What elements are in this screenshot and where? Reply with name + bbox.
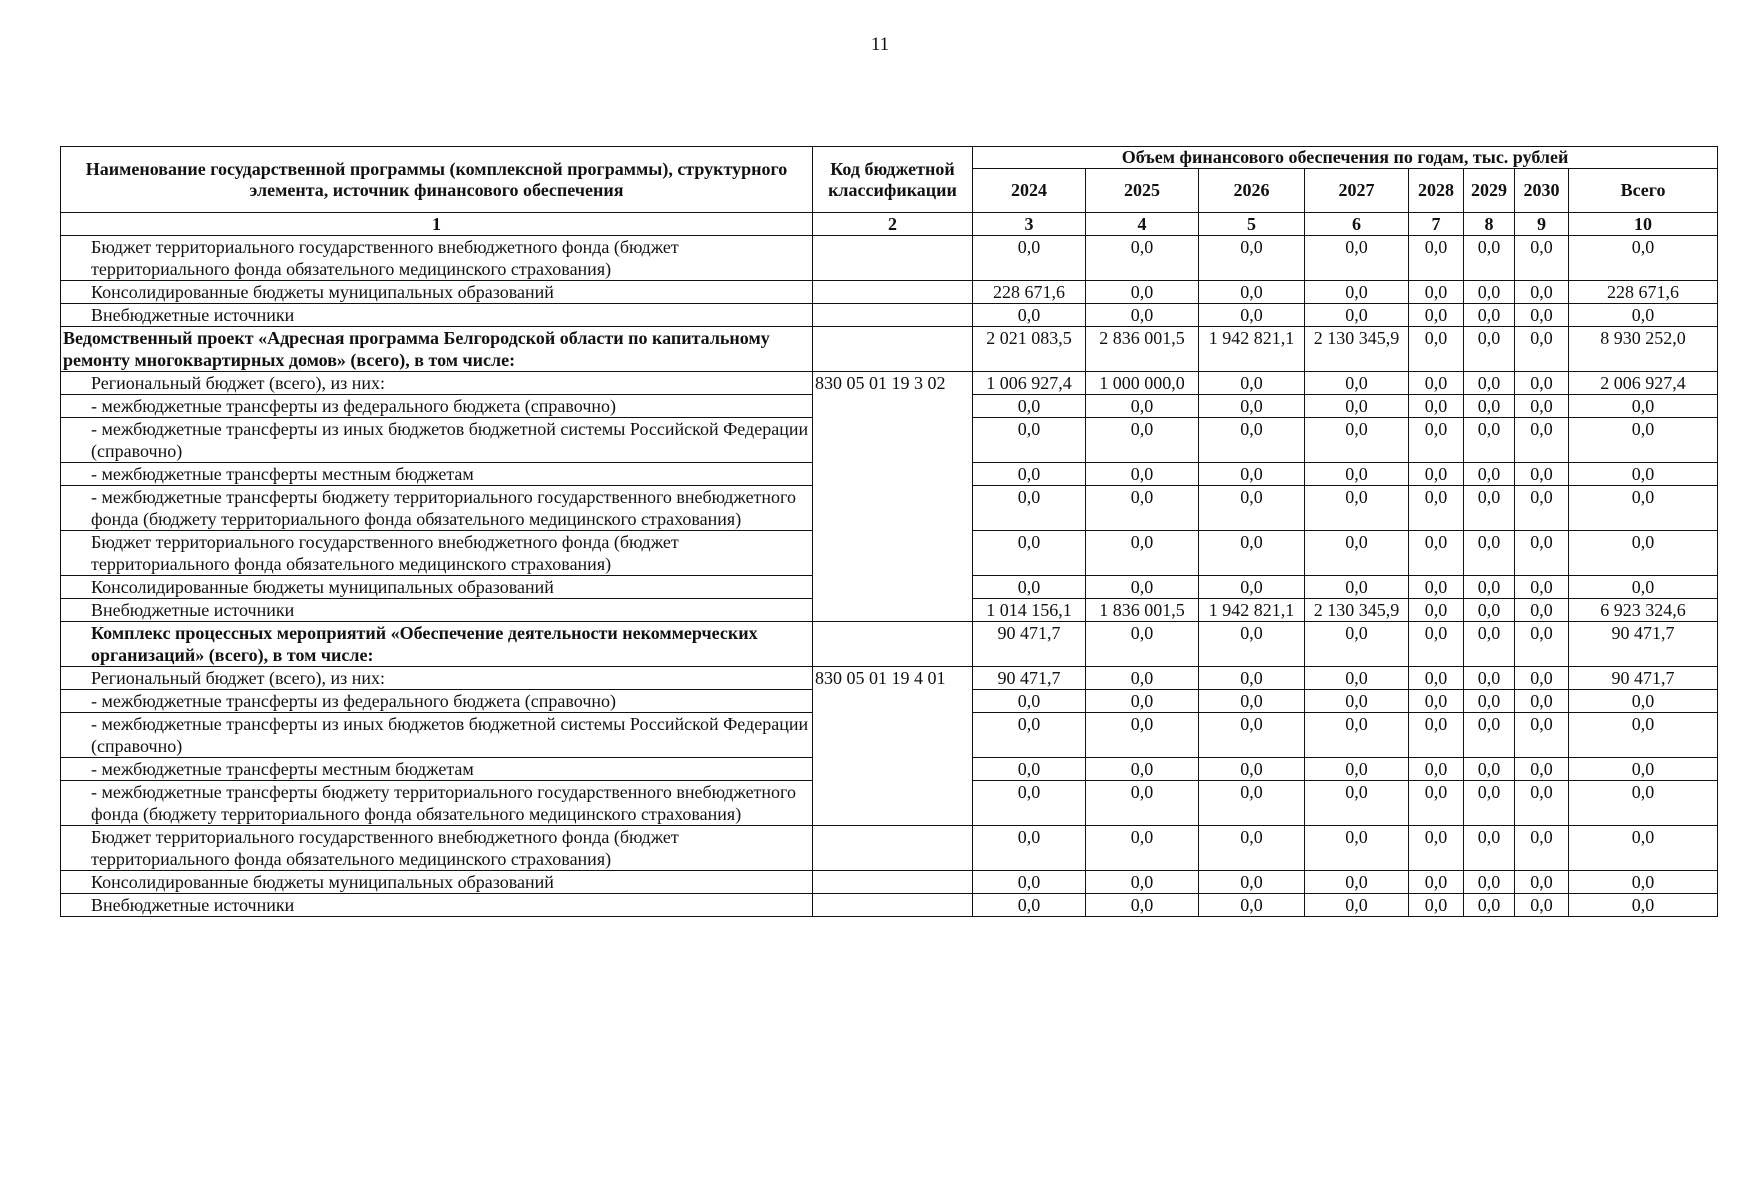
row-year-value: 0,0 xyxy=(1199,758,1305,781)
header-year: 2029 xyxy=(1464,169,1515,213)
row-year-value: 0,0 xyxy=(1515,690,1569,713)
row-year-value: 0,0 xyxy=(1086,395,1199,418)
row-year-value: 0,0 xyxy=(1305,690,1409,713)
header-year: 2024 xyxy=(973,169,1086,213)
row-year-value: 0,0 xyxy=(1409,372,1464,395)
row-year-value: 0,0 xyxy=(1409,281,1464,304)
row-year-value: 0,0 xyxy=(1515,372,1569,395)
row-year-value: 0,0 xyxy=(1199,871,1305,894)
row-year-value: 0,0 xyxy=(1086,304,1199,327)
row-name: Консолидированные бюджеты муниципальных образований xyxy=(61,281,813,304)
row-year-value: 0,0 xyxy=(1086,531,1199,576)
row-year-value: 0,0 xyxy=(1515,599,1569,622)
row-year-value: 0,0 xyxy=(1409,531,1464,576)
row-year-value: 0,0 xyxy=(1086,826,1199,871)
row-year-value: 0,0 xyxy=(1409,690,1464,713)
row-year-value: 0,0 xyxy=(973,576,1086,599)
row-year-value: 0,0 xyxy=(973,690,1086,713)
row-name: Бюджет территориального государственного внебюджетного фонда (бюджет территориального фонда обязательного медицинского страхования) xyxy=(61,236,813,281)
row-code xyxy=(813,871,973,894)
row-year-value: 0,0 xyxy=(1515,758,1569,781)
row-name: - межбюджетные трансферты из федерального бюджета (справочно) xyxy=(61,395,813,418)
row-year-value: 0,0 xyxy=(973,781,1086,826)
row-year-value: 0,0 xyxy=(1086,486,1199,531)
row-total-value: 0,0 xyxy=(1569,781,1718,826)
row-year-value: 0,0 xyxy=(1409,395,1464,418)
column-number: 3 xyxy=(973,213,1086,236)
row-year-value: 0,0 xyxy=(1199,372,1305,395)
row-year-value: 1 942 821,1 xyxy=(1199,327,1305,372)
row-year-value: 2 836 001,5 xyxy=(1086,327,1199,372)
column-number: 1 xyxy=(61,213,813,236)
row-year-value: 0,0 xyxy=(1409,463,1464,486)
row-name: Консолидированные бюджеты муниципальных образований xyxy=(61,871,813,894)
row-total-value: 2 006 927,4 xyxy=(1569,372,1718,395)
row-year-value: 0,0 xyxy=(1464,599,1515,622)
row-year-value: 0,0 xyxy=(1199,486,1305,531)
row-year-value: 0,0 xyxy=(1199,281,1305,304)
header-name: Наименование государственной программы (комплексной программы), структурного элемента, источник финансового обеспечения xyxy=(61,147,813,213)
row-year-value: 0,0 xyxy=(1086,576,1199,599)
row-year-value: 0,0 xyxy=(1199,622,1305,667)
row-year-value: 0,0 xyxy=(1305,372,1409,395)
table-row xyxy=(61,304,1718,327)
row-name: Комплекс процессных мероприятий «Обеспечение деятельности некоммерческих организаций» (всего), в том числе: xyxy=(61,622,813,667)
row-year-value: 0,0 xyxy=(1305,486,1409,531)
row-total-value: 0,0 xyxy=(1569,418,1718,463)
row-year-value: 0,0 xyxy=(1086,622,1199,667)
header-year: 2027 xyxy=(1305,169,1409,213)
row-total-value: 6 923 324,6 xyxy=(1569,599,1718,622)
row-year-value: 0,0 xyxy=(1305,781,1409,826)
row-code xyxy=(813,894,973,917)
row-year-value: 0,0 xyxy=(1086,236,1199,281)
row-year-value: 0,0 xyxy=(1305,395,1409,418)
row-year-value: 0,0 xyxy=(1515,781,1569,826)
row-year-value: 0,0 xyxy=(1305,871,1409,894)
table-row xyxy=(61,281,1718,304)
row-year-value: 1 000 000,0 xyxy=(1086,372,1199,395)
row-year-value: 0,0 xyxy=(1305,463,1409,486)
row-year-value: 0,0 xyxy=(1409,418,1464,463)
row-year-value: 0,0 xyxy=(1199,236,1305,281)
row-year-value: 1 014 156,1 xyxy=(973,599,1086,622)
header-year: 2030 xyxy=(1515,169,1569,213)
row-year-value: 1 942 821,1 xyxy=(1199,599,1305,622)
row-year-value: 0,0 xyxy=(1305,576,1409,599)
row-year-value: 0,0 xyxy=(1515,281,1569,304)
column-number: 10 xyxy=(1569,213,1718,236)
row-code xyxy=(813,304,973,327)
row-year-value: 0,0 xyxy=(1199,667,1305,690)
row-year-value: 0,0 xyxy=(973,826,1086,871)
row-year-value: 0,0 xyxy=(1464,781,1515,826)
row-year-value: 0,0 xyxy=(1086,463,1199,486)
row-year-value: 0,0 xyxy=(1515,395,1569,418)
row-total-value: 0,0 xyxy=(1569,576,1718,599)
row-year-value: 0,0 xyxy=(1199,781,1305,826)
row-year-value: 0,0 xyxy=(1515,576,1569,599)
row-year-value: 0,0 xyxy=(1409,327,1464,372)
row-year-value: 0,0 xyxy=(1305,236,1409,281)
row-year-value: 90 471,7 xyxy=(973,667,1086,690)
row-year-value: 0,0 xyxy=(1515,463,1569,486)
row-year-value: 0,0 xyxy=(1199,713,1305,758)
table-row xyxy=(61,236,1718,281)
row-year-value: 0,0 xyxy=(1305,304,1409,327)
row-name: - межбюджетные трансферты местным бюджетам xyxy=(61,758,813,781)
row-year-value: 0,0 xyxy=(1305,826,1409,871)
row-total-value: 0,0 xyxy=(1569,304,1718,327)
row-year-value: 0,0 xyxy=(1464,531,1515,576)
row-year-value: 0,0 xyxy=(1515,327,1569,372)
row-year-value: 0,0 xyxy=(1464,894,1515,917)
row-name: Внебюджетные источники xyxy=(61,894,813,917)
row-name: - межбюджетные трансферты из федерального бюджета (справочно) xyxy=(61,690,813,713)
column-number: 5 xyxy=(1199,213,1305,236)
row-year-value: 0,0 xyxy=(973,463,1086,486)
row-year-value: 0,0 xyxy=(1409,236,1464,281)
row-name: Региональный бюджет (всего), из них: xyxy=(61,372,813,395)
row-year-value: 0,0 xyxy=(1305,281,1409,304)
row-year-value: 0,0 xyxy=(1464,826,1515,871)
row-year-value: 1 006 927,4 xyxy=(973,372,1086,395)
row-year-value: 0,0 xyxy=(1199,894,1305,917)
row-year-value: 0,0 xyxy=(1305,894,1409,917)
row-total-value: 8 930 252,0 xyxy=(1569,327,1718,372)
row-year-value: 0,0 xyxy=(1199,418,1305,463)
row-year-value: 0,0 xyxy=(973,395,1086,418)
row-year-value: 0,0 xyxy=(973,418,1086,463)
row-year-value: 0,0 xyxy=(1409,871,1464,894)
column-numbers-row xyxy=(61,213,1718,236)
row-total-value: 0,0 xyxy=(1569,758,1718,781)
row-year-value: 0,0 xyxy=(1086,713,1199,758)
row-year-value: 0,0 xyxy=(1086,871,1199,894)
row-year-value: 0,0 xyxy=(1199,531,1305,576)
row-total-value: 0,0 xyxy=(1569,894,1718,917)
row-year-value: 0,0 xyxy=(1086,667,1199,690)
row-year-value: 0,0 xyxy=(973,304,1086,327)
row-year-value: 0,0 xyxy=(1086,894,1199,917)
row-total-value: 90 471,7 xyxy=(1569,622,1718,667)
row-year-value: 0,0 xyxy=(973,713,1086,758)
row-year-value: 0,0 xyxy=(1515,418,1569,463)
row-year-value: 0,0 xyxy=(1515,894,1569,917)
row-year-value: 0,0 xyxy=(1086,758,1199,781)
row-name: - межбюджетные трансферты из иных бюджетов бюджетной системы Российской Федерации (справочно) xyxy=(61,713,813,758)
row-name: Внебюджетные источники xyxy=(61,599,813,622)
header-year: 2026 xyxy=(1199,169,1305,213)
row-year-value: 0,0 xyxy=(1409,622,1464,667)
row-name: Внебюджетные источники xyxy=(61,304,813,327)
row-year-value: 0,0 xyxy=(973,871,1086,894)
row-year-value: 2 021 083,5 xyxy=(973,327,1086,372)
column-number: 2 xyxy=(813,213,973,236)
row-total-value: 0,0 xyxy=(1569,463,1718,486)
column-number: 6 xyxy=(1305,213,1409,236)
row-year-value: 0,0 xyxy=(1464,622,1515,667)
row-year-value: 0,0 xyxy=(1199,826,1305,871)
row-total-value: 90 471,7 xyxy=(1569,667,1718,690)
row-year-value: 2 130 345,9 xyxy=(1305,327,1409,372)
row-code xyxy=(813,622,973,667)
row-year-value: 0,0 xyxy=(1305,418,1409,463)
column-number: 4 xyxy=(1086,213,1199,236)
row-total-value: 0,0 xyxy=(1569,826,1718,871)
row-year-value: 0,0 xyxy=(1199,690,1305,713)
header-year: 2028 xyxy=(1409,169,1464,213)
row-name: Региональный бюджет (всего), из них: xyxy=(61,667,813,690)
row-year-value: 0,0 xyxy=(1464,758,1515,781)
column-number: 8 xyxy=(1464,213,1515,236)
page-number: 11 xyxy=(870,34,890,55)
row-year-value: 0,0 xyxy=(1515,304,1569,327)
row-year-value: 0,0 xyxy=(1409,576,1464,599)
column-number: 9 xyxy=(1515,213,1569,236)
row-year-value: 0,0 xyxy=(1464,372,1515,395)
row-total-value: 0,0 xyxy=(1569,236,1718,281)
row-year-value: 0,0 xyxy=(1464,281,1515,304)
header-total: Всего xyxy=(1569,169,1718,213)
row-name: Консолидированные бюджеты муниципальных образований xyxy=(61,576,813,599)
row-total-value: 0,0 xyxy=(1569,690,1718,713)
header-volume: Объем финансового обеспечения по годам, тыс. рублей xyxy=(973,147,1718,169)
row-name: Бюджет территориального государственного внебюджетного фонда (бюджет территориального фонда обязательного медицинского страхования) xyxy=(61,531,813,576)
row-year-value: 0,0 xyxy=(1409,713,1464,758)
row-year-value: 0,0 xyxy=(1515,667,1569,690)
row-year-value: 90 471,7 xyxy=(973,622,1086,667)
row-year-value: 0,0 xyxy=(1464,486,1515,531)
row-year-value: 0,0 xyxy=(973,531,1086,576)
row-total-value: 0,0 xyxy=(1569,531,1718,576)
row-year-value: 0,0 xyxy=(1305,531,1409,576)
row-code: 830 05 01 19 4 01 xyxy=(813,667,973,826)
row-code xyxy=(813,236,973,281)
row-year-value: 0,0 xyxy=(1086,281,1199,304)
row-year-value: 0,0 xyxy=(1086,418,1199,463)
row-total-value: 228 671,6 xyxy=(1569,281,1718,304)
row-year-value: 0,0 xyxy=(1464,304,1515,327)
row-year-value: 0,0 xyxy=(1515,486,1569,531)
row-name: - межбюджетные трансферты местным бюджетам xyxy=(61,463,813,486)
row-year-value: 0,0 xyxy=(1305,713,1409,758)
column-number: 7 xyxy=(1409,213,1464,236)
table-row xyxy=(61,372,1718,395)
row-year-value: 0,0 xyxy=(1409,486,1464,531)
row-total-value: 0,0 xyxy=(1569,395,1718,418)
row-year-value: 0,0 xyxy=(1464,395,1515,418)
row-name: Ведомственный проект «Адресная программа Белгородской области по капитальному ремонту многоквартирных домов» (всего), в том числе: xyxy=(61,327,813,372)
row-code xyxy=(813,826,973,871)
row-year-value: 0,0 xyxy=(1464,667,1515,690)
header-year: 2025 xyxy=(1086,169,1199,213)
row-year-value: 0,0 xyxy=(1086,781,1199,826)
table-row xyxy=(61,327,1718,372)
row-year-value: 0,0 xyxy=(1464,576,1515,599)
row-year-value: 0,0 xyxy=(1199,395,1305,418)
row-year-value: 0,0 xyxy=(1515,531,1569,576)
row-year-value: 0,0 xyxy=(1305,758,1409,781)
row-total-value: 0,0 xyxy=(1569,713,1718,758)
row-year-value: 0,0 xyxy=(1464,236,1515,281)
row-year-value: 2 130 345,9 xyxy=(1305,599,1409,622)
header-row-1 xyxy=(61,147,1718,169)
row-name: - межбюджетные трансферты из иных бюджетов бюджетной системы Российской Федерации (справочно) xyxy=(61,418,813,463)
financing-table xyxy=(60,146,1718,917)
row-year-value: 0,0 xyxy=(1464,327,1515,372)
row-year-value: 228 671,6 xyxy=(973,281,1086,304)
row-year-value: 0,0 xyxy=(1409,826,1464,871)
row-year-value: 0,0 xyxy=(1464,463,1515,486)
table-row xyxy=(61,667,1718,690)
row-year-value: 0,0 xyxy=(1305,667,1409,690)
row-year-value: 0,0 xyxy=(1409,667,1464,690)
row-year-value: 0,0 xyxy=(973,486,1086,531)
row-year-value: 0,0 xyxy=(1199,304,1305,327)
row-year-value: 0,0 xyxy=(1409,599,1464,622)
row-total-value: 0,0 xyxy=(1569,871,1718,894)
row-code xyxy=(813,281,973,304)
row-year-value: 1 836 001,5 xyxy=(1086,599,1199,622)
table-row xyxy=(61,894,1718,917)
row-year-value: 0,0 xyxy=(1199,463,1305,486)
row-year-value: 0,0 xyxy=(1515,236,1569,281)
table-row xyxy=(61,871,1718,894)
row-year-value: 0,0 xyxy=(1464,690,1515,713)
row-year-value: 0,0 xyxy=(1464,713,1515,758)
row-year-value: 0,0 xyxy=(973,236,1086,281)
row-year-value: 0,0 xyxy=(1086,690,1199,713)
row-year-value: 0,0 xyxy=(1515,826,1569,871)
row-code: 830 05 01 19 3 02 xyxy=(813,372,973,622)
row-name: - межбюджетные трансферты бюджету территориального государственного внебюджетного фонда (бюджету территориального фонда обязательного медицинского страхования) xyxy=(61,781,813,826)
row-total-value: 0,0 xyxy=(1569,486,1718,531)
row-year-value: 0,0 xyxy=(1409,781,1464,826)
table-row xyxy=(61,622,1718,667)
row-name: Бюджет территориального государственного внебюджетного фонда (бюджет территориального фонда обязательного медицинского страхования) xyxy=(61,826,813,871)
table-row xyxy=(61,826,1718,871)
row-year-value: 0,0 xyxy=(1464,871,1515,894)
row-year-value: 0,0 xyxy=(1409,758,1464,781)
row-year-value: 0,0 xyxy=(1305,622,1409,667)
row-year-value: 0,0 xyxy=(973,758,1086,781)
row-year-value: 0,0 xyxy=(1409,304,1464,327)
row-year-value: 0,0 xyxy=(1515,871,1569,894)
row-year-value: 0,0 xyxy=(1464,418,1515,463)
row-year-value: 0,0 xyxy=(1409,894,1464,917)
row-year-value: 0,0 xyxy=(973,894,1086,917)
row-year-value: 0,0 xyxy=(1515,713,1569,758)
header-code: Код бюджетной классификации xyxy=(813,147,973,213)
row-code xyxy=(813,327,973,372)
row-name: - межбюджетные трансферты бюджету территориального государственного внебюджетного фонда (бюджету территориального фонда обязательного медицинского страхования) xyxy=(61,486,813,531)
row-year-value: 0,0 xyxy=(1515,622,1569,667)
row-year-value: 0,0 xyxy=(1199,576,1305,599)
